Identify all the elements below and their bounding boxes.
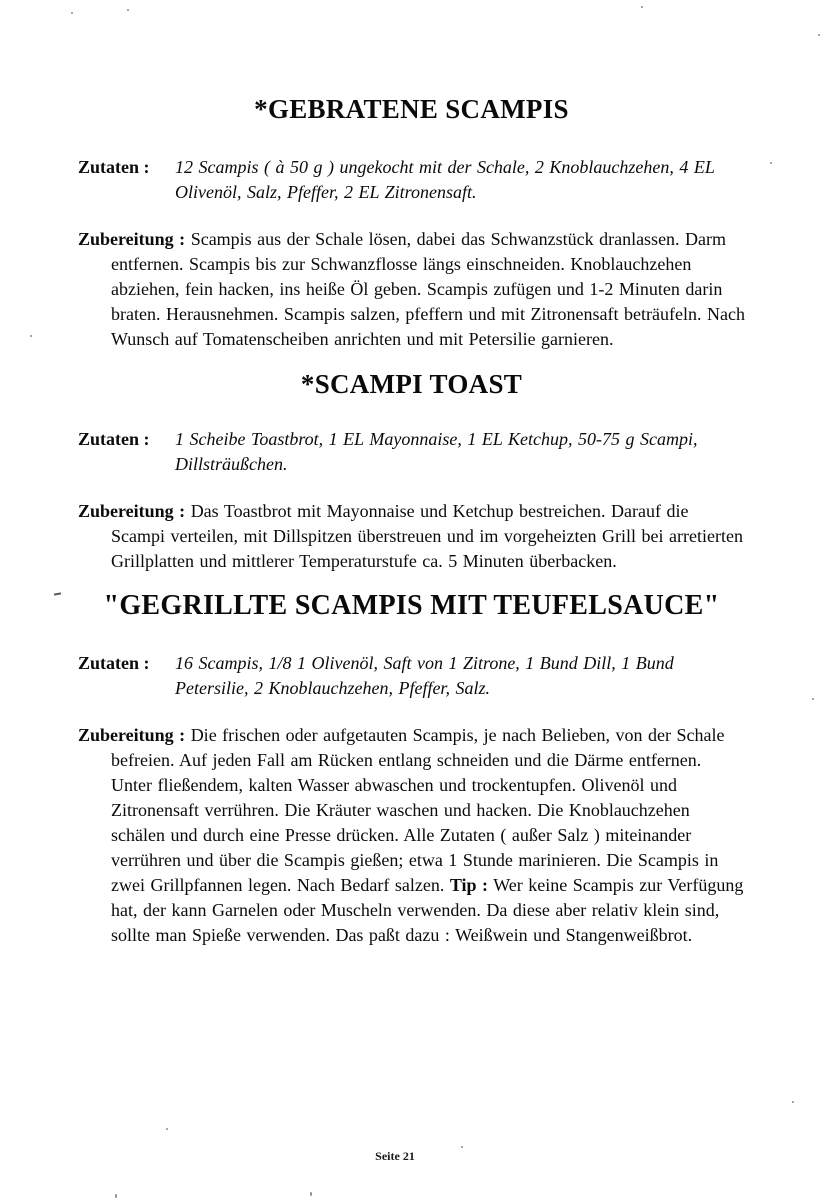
zutaten-label: Zutaten :	[78, 157, 150, 177]
recipe-gegrillte-scampis-mit-teufelsauce	[78, 590, 745, 948]
page-number: Seite 21	[375, 1149, 415, 1163]
recipe-title: "GEGRILLTE SCAMPIS MIT TEUFELSAUCE"	[103, 590, 720, 621]
scan-speck	[641, 6, 643, 8]
scan-speck	[71, 12, 73, 14]
tip-label: Tip :	[449, 875, 489, 895]
scan-speck	[818, 34, 820, 36]
zubereitung-label: Zubereitung :	[78, 229, 186, 249]
recipe-title: *GEBRATENE SCAMPIS	[254, 94, 569, 124]
preparation-text-after-tip: Wer keine Scampis zur Verfügung hat, der kann Garnelen oder Muscheln verwenden. Da diese aber relativ klein sind, sollte man Spieße verwenden. Das paßt dazu : Weißwein und Stangenweißbrot.	[111, 875, 744, 945]
recipe-gebratene-scampis	[78, 94, 745, 352]
preparation-paragraph	[78, 723, 745, 948]
ingredients-row	[78, 651, 745, 701]
page-content	[78, 0, 745, 948]
preparation-paragraph	[78, 499, 745, 574]
scan-speck	[310, 1192, 312, 1196]
scan-speck	[115, 1194, 117, 1198]
ingredients-row	[78, 427, 745, 477]
ingredients-text: 1 Scheibe Toastbrot, 1 EL Mayonnaise, 1 EL Ketchup, 50-75 g Scampi, Dillsträußchen.	[175, 429, 698, 474]
recipe-title: *SCAMPI TOAST	[300, 369, 523, 399]
scan-artifact-dash	[54, 592, 61, 595]
zubereitung-label: Zubereitung :	[78, 725, 186, 745]
scan-speck	[461, 1146, 463, 1148]
preparation-text: Scampis aus der Schale lösen, dabei das Schwanzstück dranlassen. Darm entfernen. Scampis bis zur Schwanzflosse längs einschneiden. Knoblauchzehen abziehen, fein hacken, ins heiße Öl geben. Scampis zufügen und 1-2 Minuten darin braten. Herausnehmen. Scampis salzen, pfeffern und mit Zitronensaft beträufeln. Nach Wunsch auf Tomatenscheiben anrichten und mit Petersilie garnieren.	[111, 229, 745, 349]
zutaten-label: Zutaten :	[78, 653, 150, 673]
ingredients-text: 16 Scampis, 1/8 1 Olivenöl, Saft von 1 Zitrone, 1 Bund Dill, 1 Bund Petersilie, 2 Knoblauchzehen, Pfeffer, Salz.	[175, 653, 674, 698]
recipe-scampi-toast	[78, 369, 745, 574]
zutaten-label: Zutaten :	[78, 429, 150, 449]
preparation-text-before-tip: Die frischen oder aufgetauten Scampis, je nach Belieben, von der Schale befreien. Auf jeden Fall am Rücken entlang schneiden und die Därme entfernen. Unter fließendem, kalten Wasser abwaschen und trockentupfen. Olivenöl und Zitronensaft verrühren. Die Kräuter waschen und hacken. Die Knoblauchzehen schälen und durch eine Presse drücken. Alle Zutaten ( außer Salz ) miteinander verrühren und über die Scampis gießen; etwa 1 Stunde marinieren. Die Scampis in zwei Grillpfannen legen. Nach Bedarf salzen.	[111, 725, 725, 895]
scan-speck	[792, 1101, 794, 1103]
scan-speck	[770, 162, 772, 164]
scan-speck	[30, 335, 32, 337]
scan-speck	[812, 698, 814, 700]
preparation-paragraph	[78, 227, 745, 352]
preparation-text: Das Toastbrot mit Mayonnaise und Ketchup bestreichen. Darauf die Scampi verteilen, mit Dillspitzen überstreuen und im vorgeheizten Grill bei arretierten Grillplatten und mittlerer Temperaturstufe ca. 5 Minuten überbacken.	[111, 501, 743, 571]
ingredients-row	[78, 155, 745, 205]
scan-speck	[127, 9, 129, 11]
ingredients-text: 12 Scampis ( à 50 g ) ungekocht mit der Schale, 2 Knoblauchzehen, 4 EL Olivenöl, Salz, Pfeffer, 2 EL Zitronensaft.	[175, 157, 715, 202]
scan-speck	[166, 1128, 168, 1130]
zubereitung-label: Zubereitung :	[78, 501, 186, 521]
